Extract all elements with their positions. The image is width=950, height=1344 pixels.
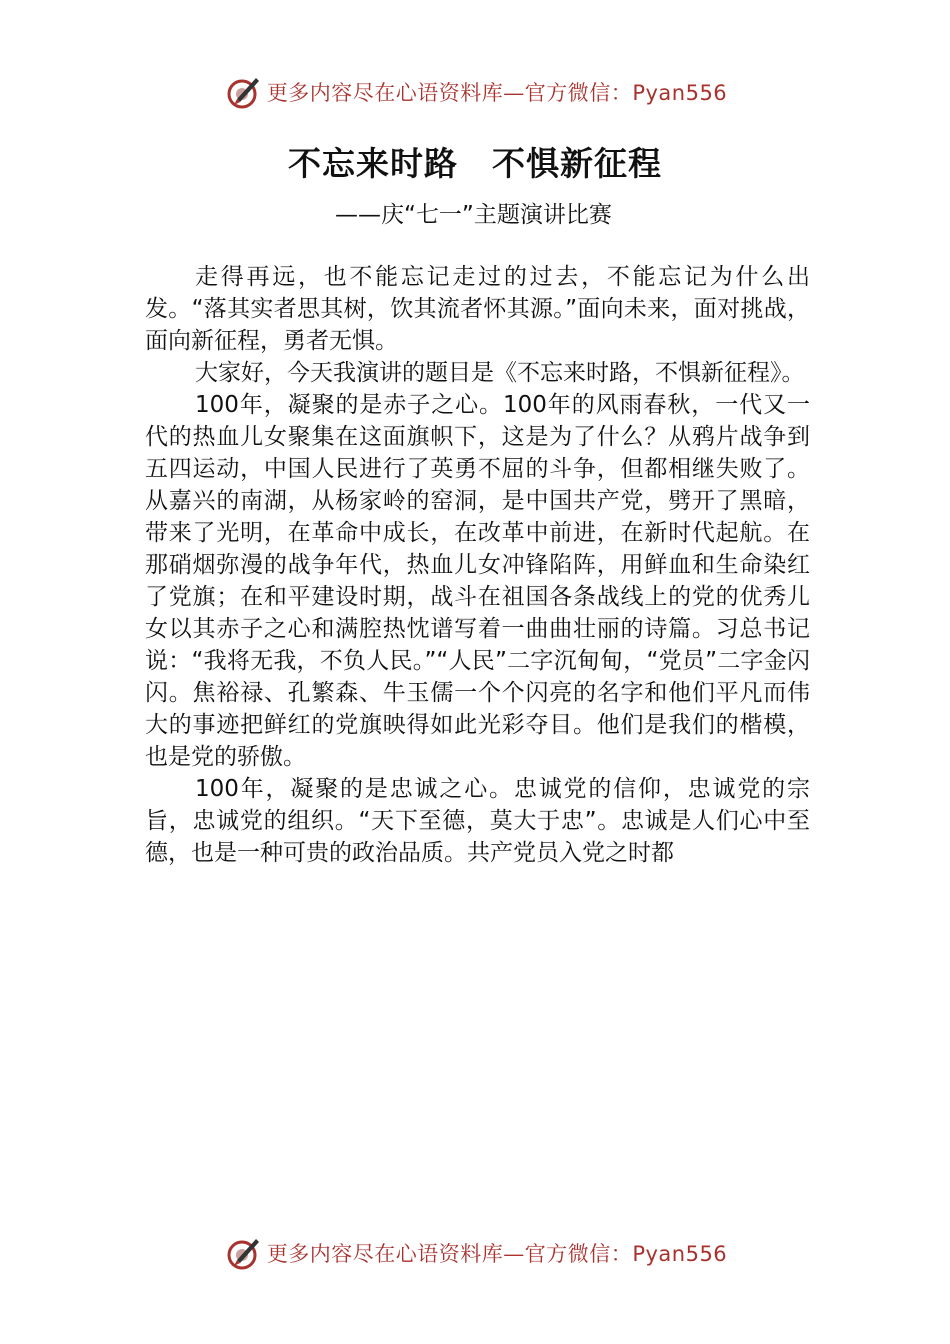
footer-banner-label: 更多内容尽在心语资料库—官方微信： [266,1242,633,1266]
pen-logo-icon [223,72,263,112]
footer-banner-contact: Pyan556 [632,1242,728,1266]
pen-logo-icon [223,1233,263,1273]
footer-banner [0,1231,950,1275]
paragraph-4: 100年，凝聚的是忠诚之心。忠诚党的信仰，忠诚党的宗旨，忠诚党的组织。“天下至德，莫大于忠”。忠诚是人们心中至德，也是一种可贵的政治品质。共产党员入党之时都 [145,776,810,866]
paragraph-3: 100年，凝聚的是赤子之心。100年的风雨春秋，一代又一代的热血儿女聚集在这面旗帜下，这是为了什么？从鸦片战争到五四运动，中国人民进行了英勇不屈的斗争，但都相继失败了。从嘉兴的南湖，从杨家岭的窑洞，是中国共产党，劈开了黑暗，带来了光明，在革命中成长，在改革中前进，在新时代起航。在那硝烟弥漫的战争年代，热血儿女冲锋陷阵，用鲜血和生命染红了党旗；在和平建设时期，战斗在祖国各条战线上的党的优秀儿女以其赤子之心和满腔热忱谱写着一曲曲壮丽的诗篇。习总书记说：“我将无我，不负人民。”“人民”二字沉甸甸，“党员”二字金闪闪。焦裕禄、孔繁森、牛玉儒一个个闪亮的名字和他们平凡而伟大的事迹把鲜红的党旗映得如此光彩夺目。他们是我们的楷模，也是党的骄傲。 [145,392,810,770]
paragraph-2: 大家好，今天我演讲的题目是《不忘来时路，不惧新征程》。 [195,360,805,386]
footer-banner-text [267,1238,727,1268]
header-banner-text [267,77,727,107]
header-banner-label: 更多内容尽在心语资料库—官方微信： [266,81,633,105]
document-body [145,261,810,869]
document-title: 不忘来时路 不惧新征程 [288,144,662,183]
document-subtitle: ——庆“七一”主题演讲比赛 [335,202,612,228]
header-banner [0,70,950,114]
paragraph-1: 走得再远，也不能忘记走过的过去，不能忘记为什么出发。“落其实者思其树，饮其流者怀其源。”面向未来，面对挑战，面向新征程，勇者无惧。 [145,264,810,354]
header-banner-contact: Pyan556 [632,81,728,105]
